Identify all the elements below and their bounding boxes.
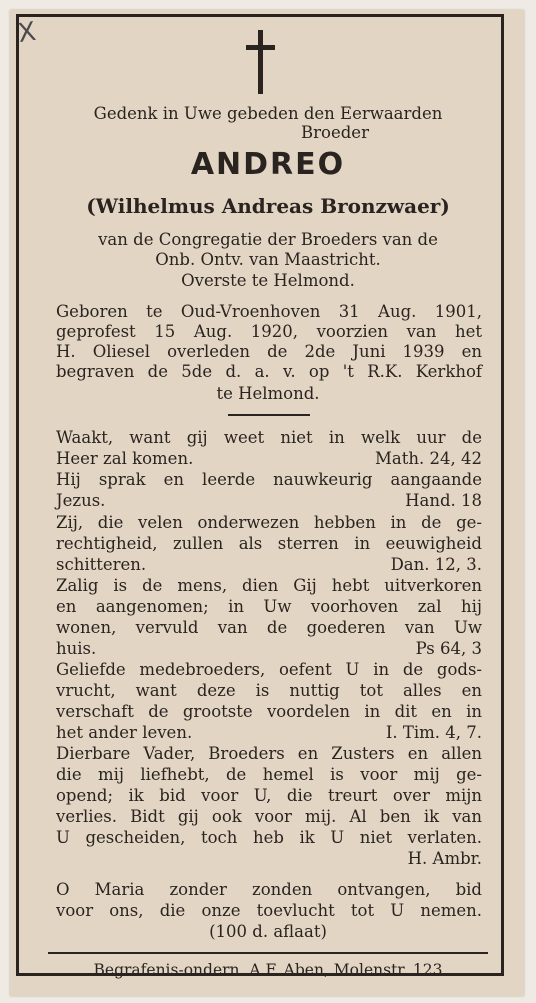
prayer-line-2: voor ons, die onze toevlucht tot U nemen.	[56, 901, 482, 920]
verse-5-line-3: verschaft de grootste voordelen in dit en in	[56, 702, 482, 721]
bio-line-1: Geboren te Oud-Vroenhoven 31 Aug. 1901,	[56, 302, 482, 321]
verse-5-line-4: het ander leven.	[56, 723, 193, 742]
deceased-name: ANDREO	[190, 147, 346, 182]
verse-4-line-1: Zalig is de mens, dien Gij hebt uitverkoren	[56, 576, 482, 595]
verse-3-line-2: rechtigheid, zullen als sterren in eeuwigheid	[56, 534, 482, 553]
verse-4-line-3: wonen, vervuld van de goederen van Uw	[56, 618, 482, 637]
intro-line-1: Gedenk in Uwe gebeden den Eerwaarden	[93, 104, 443, 123]
congregation-line-1: van de Congregatie der Broeders van de	[98, 230, 438, 249]
verse-6-line-1: Dierbare Vader, Broeders en Zusters en allen	[56, 744, 482, 763]
verse-1-line-1: Waakt, want gij weet niet in welk uur de	[56, 428, 482, 447]
verse-6-line-4: verlies. Bidt gij ook voor mij. Al ben ik van	[56, 807, 482, 826]
position-line: Overste te Helmond.	[181, 271, 355, 290]
verse-1-reference: Math. 24, 42	[375, 449, 482, 468]
intro-line-2: Broeder	[301, 123, 369, 142]
bio-line-5: te Helmond.	[216, 384, 320, 403]
verse-4-line-4: huis.	[56, 639, 97, 658]
verse-5-line-2: vrucht, want deze is nuttig tot alles en	[56, 681, 482, 700]
handwritten-mark: X	[15, 16, 38, 50]
verse-4-line-2: en aangenomen; in Uw voorhoven zal hij	[56, 597, 482, 616]
verse-4-reference: Ps 64, 3	[415, 639, 482, 658]
bio-line-2: geprofest 15 Aug. 1920, voorzien van het	[56, 322, 482, 341]
divider	[228, 414, 310, 416]
undertaker-line: Begrafenis-ondern. A.F. Aben, Molenstr. 123	[93, 961, 443, 979]
full-name: (Wilhelmus Andreas Bronzwaer)	[86, 194, 450, 218]
verse-6-reference: H. Ambr.	[407, 849, 482, 868]
verse-2-line-2: Jezus.	[56, 491, 106, 510]
verse-6-line-5: U gescheiden, toch heb ik U niet verlaten.	[56, 828, 482, 847]
verse-1-line-2: Heer zal komen.	[56, 449, 194, 468]
verse-2-line-1: Hij sprak en leerde nauwkeurig aangaande	[56, 470, 482, 489]
indulgence-note: (100 d. aflaat)	[209, 922, 327, 941]
verse-2-reference: Hand. 18	[405, 491, 482, 510]
verse-6-line-3: opend; ik bid voor U, die treurt over mijn	[56, 786, 482, 805]
verse-3-line-3: schitteren.	[56, 555, 147, 574]
verse-5-line-1: Geliefde medebroeders, oefent U in de gods-	[56, 660, 482, 679]
verse-3-reference: Dan. 12, 3.	[390, 555, 482, 574]
verse-5-reference: I. Tim. 4, 7.	[385, 723, 482, 742]
verse-6-line-2: die mij liefhebt, de hemel is voor mij ge-	[56, 765, 482, 784]
bio-line-4: begraven de 5de d. a. v. op 't R.K. Kerkhof	[56, 362, 482, 381]
prayer-line-1: O Maria zonder zonden ontvangen, bid	[56, 880, 482, 899]
verse-3-line-1: Zij, die velen onderwezen hebben in de ge-	[56, 513, 482, 532]
congregation-line-2: Onb. Ontv. van Maastricht.	[155, 250, 381, 269]
cross-icon	[240, 30, 280, 94]
footer-divider	[48, 952, 488, 954]
bio-line-3: H. Oliesel overleden de 2de Juni 1939 en	[56, 342, 482, 361]
